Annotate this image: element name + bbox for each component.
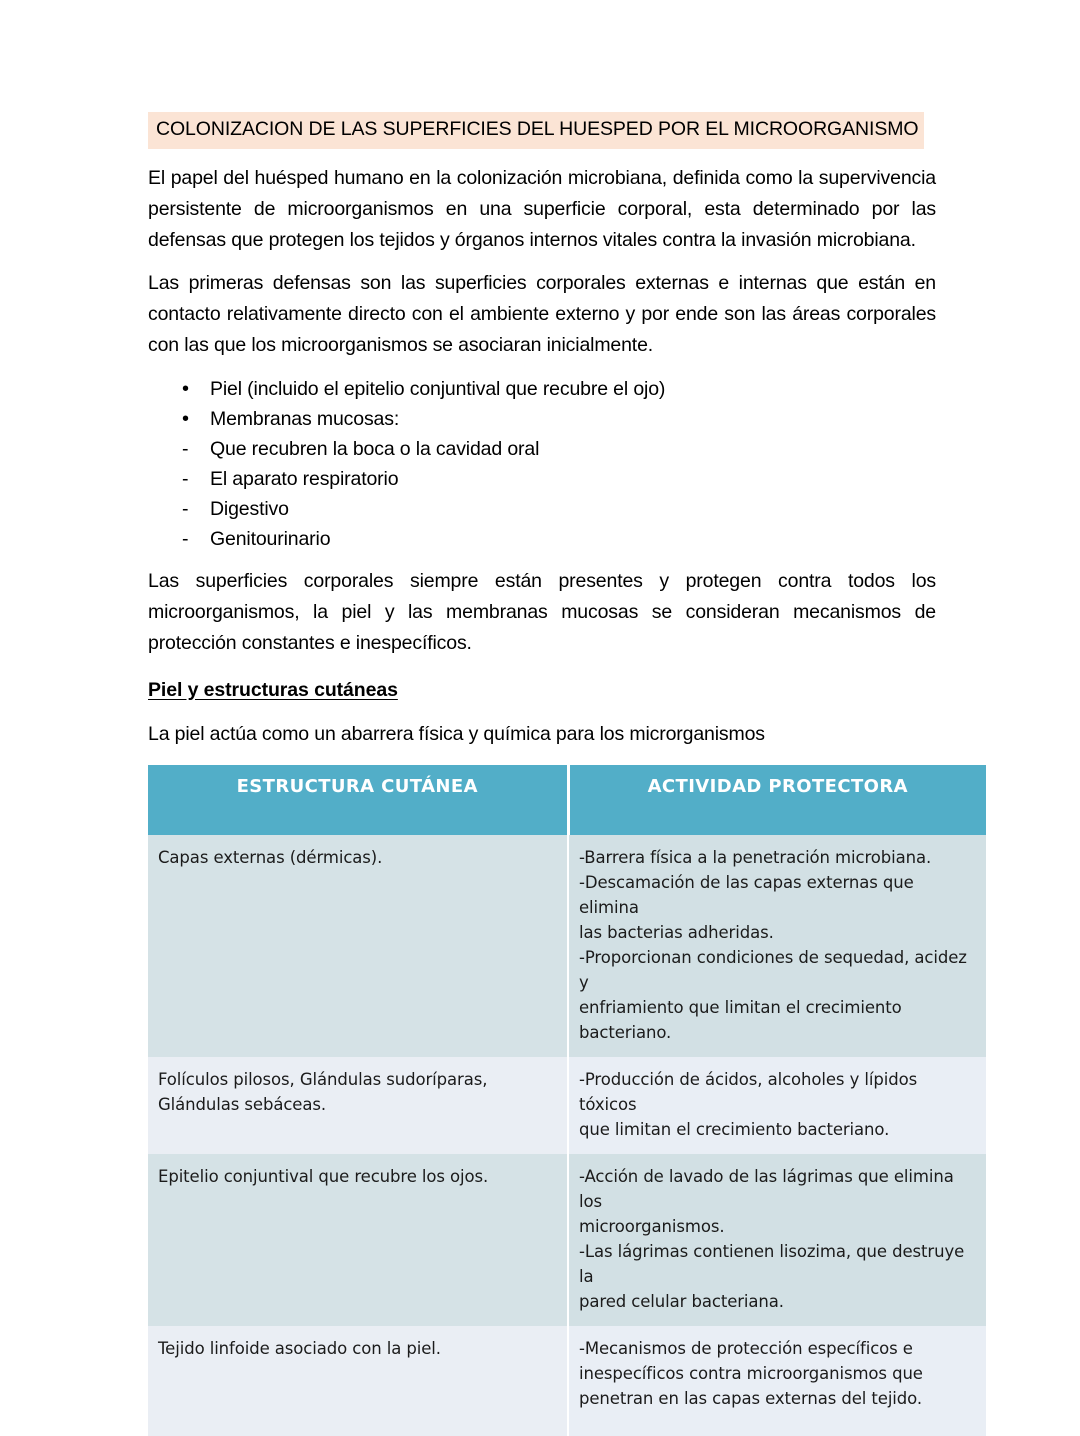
activity-line: pared celular bacteriana. [579,1291,784,1311]
dash-icon: - [182,527,189,550]
skin-structures-table-wrapper [148,765,986,1436]
table-row [148,835,986,1057]
column-header-structure: ESTRUCTURA CUTÁNEA [148,765,568,835]
skin-structures-table [148,765,986,1436]
list-item [148,524,936,554]
list-item-label: Genitourinario [210,527,331,550]
paragraph-1: El papel del huésped humano en la colonización microbiana, definida como la supervivencia persistente de microorganismos en una superficie corporal, esta determinado por las defensas que protegen los tejidos y órganos internos vitales contra la invasión microbiana. [148,166,936,251]
table-row [148,1057,986,1154]
table-intro-line: La piel actúa como un abarrera física y química para los microrganismos [148,722,765,745]
paragraph-3: Las superficies corporales siempre están presentes y protegen contra todos los microorganismos, la piel y las membranas mucosas se consideran mecanismos de protección constantes e inespecíficos. [148,569,936,654]
list-item-label: Membranas mucosas: [210,407,400,430]
dash-icon: - [182,437,189,460]
activity-line: inespecíficos contra microorganismos que [579,1363,923,1383]
activity-line: -Las lágrimas contienen lisozima, que destruye la [579,1241,965,1286]
activity-line: las bacterias adheridas. [579,922,774,942]
cell-activity [568,1154,986,1326]
list-item-label: Que recubren la boca o la cavidad oral [210,437,540,460]
table-row [148,1154,986,1326]
table-header [148,765,986,835]
page-title: COLONIZACION DE LAS SUPERFICIES DEL HUESPED POR EL MICROORGANISMO [148,112,924,149]
cell-activity [568,1326,986,1436]
column-header-activity: ACTIVIDAD PROTECTORA [568,765,986,835]
list-item-label: El aparato respiratorio [210,467,399,490]
list-item-label: Digestivo [210,497,289,520]
section-heading-skin: Piel y estructuras cutáneas [148,678,398,701]
list-item [148,434,936,464]
cell-structure: Folículos pilosos, Glándulas sudoríparas, Glándulas sebáceas. [148,1057,568,1154]
list-item [148,374,936,404]
list-item [148,404,936,434]
bullet-icon: • [182,407,189,430]
cell-activity [568,835,986,1057]
activity-line: -Acción de lavado de las lágrimas que elimina los [579,1166,954,1211]
activity-line: -Mecanismos de protección específicos e [579,1338,913,1358]
activity-line: -Barrera física a la penetración microbiana. [579,847,932,867]
activity-line: microorganismos. [579,1216,725,1236]
activity-line: -Producción de ácidos, alcoholes y lípidos tóxicos [579,1069,918,1114]
cell-structure: Epitelio conjuntival que recubre los ojos. [148,1154,568,1326]
list-item [148,494,936,524]
table-header-row [148,765,986,835]
dash-icon: - [182,497,189,520]
activity-line: que limitan el crecimiento bacteriano. [579,1119,890,1139]
activity-line: penetran en las capas externas del tejido. [579,1388,923,1408]
table-row [148,1326,986,1436]
document-content [148,112,967,1436]
dash-icon: - [182,467,189,490]
cell-activity [568,1057,986,1154]
defense-surfaces-list [148,374,936,554]
list-item-label: Piel (incluido el epitelio conjuntival que recubre el ojo) [210,377,666,400]
activity-line: -Descamación de las capas externas que elimina [579,872,914,917]
cell-structure: Tejido linfoide asociado con la piel. [148,1326,568,1436]
cell-structure: Capas externas (dérmicas). [148,835,568,1057]
activity-line: bacteriano. [579,1022,672,1042]
bullet-icon: • [182,377,189,400]
table-body [148,835,986,1436]
activity-line: enfriamiento que limitan el crecimiento [579,997,902,1017]
activity-line: -Proporcionan condiciones de sequedad, acidez y [579,947,967,992]
paragraph-2: Las primeras defensas son las superficies corporales externas e internas que están en contacto relativamente directo con el ambiente externo y por ende son las áreas corporales con las que los microorganismos se asociaran inicialmente. [148,271,936,356]
list-item [148,464,936,494]
